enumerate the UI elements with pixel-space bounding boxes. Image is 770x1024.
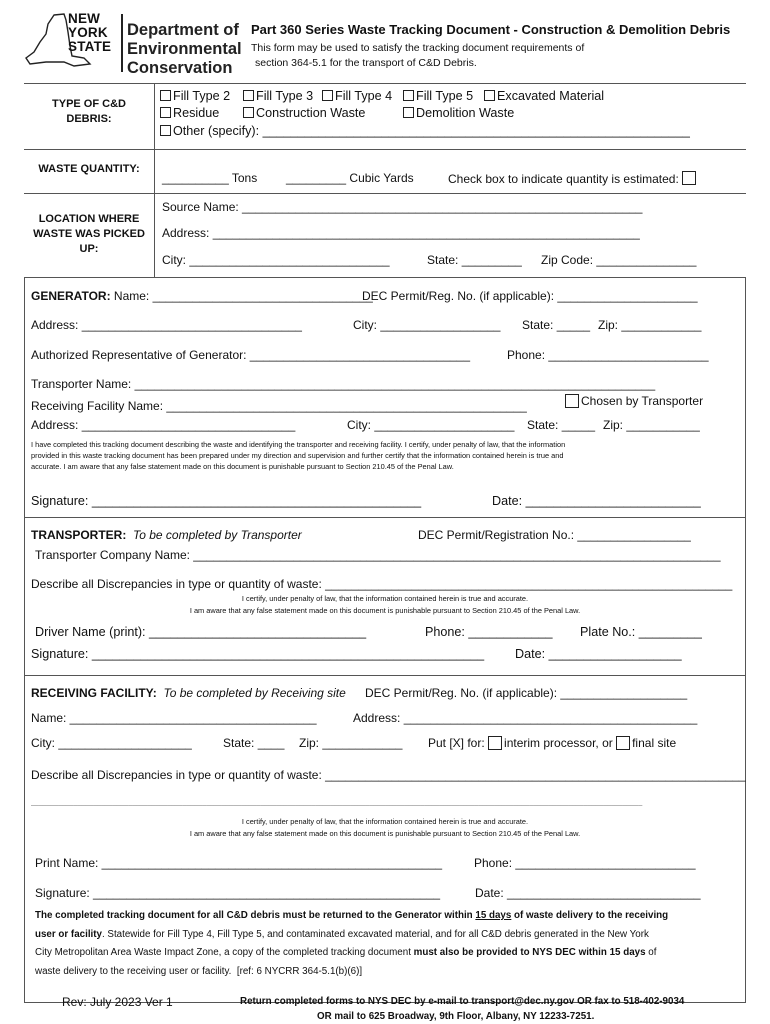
document-subtitle	[251, 41, 584, 71]
receiving-signature-field[interactable]: Signature: ____________________________________________________	[35, 886, 441, 900]
fill-type-2-option[interactable]	[160, 89, 230, 103]
discrepancies-continuation-line[interactable]: _____________________________________________________________________________________________________________________________________________________________	[31, 799, 643, 806]
nys-logo	[24, 12, 120, 74]
notice-line	[35, 907, 668, 926]
checkbox-icon[interactable]	[243, 107, 254, 118]
facility-address-field[interactable]: Address: ____________________________________________	[353, 711, 698, 725]
subtitle-line: This form may be used to satisfy the tracking document requirements of	[251, 42, 585, 54]
cert-line: I have completed this tracking document describing the waste and identifying the transporter and receiving facility. I certify, under penalty of law, that the information	[31, 440, 566, 449]
option-label: Excavated Material	[497, 89, 605, 103]
receiving-heading-row	[31, 686, 346, 700]
transporter-heading: TRANSPORTER:	[31, 528, 127, 542]
transporter-permit-field[interactable]: DEC Permit/Registration No.: _________________	[418, 528, 691, 542]
option-label: Residue	[173, 106, 220, 120]
notice-text: user or facility	[35, 928, 102, 940]
checkbox-icon[interactable]	[160, 107, 171, 118]
checkbox-icon[interactable]	[160, 90, 171, 101]
header-divider	[121, 14, 123, 72]
return-instructions-line: Return completed forms to NYS DEC by e-mail to transport@dec.ny.gov OR fax to 518-402-9034	[240, 996, 685, 1007]
receiving-facility-name-field[interactable]: Receiving Facility Name: ______________________________________________________	[31, 399, 527, 413]
notice-text: The completed tracking document for all C&D debris must be returned to the Generator within	[35, 910, 476, 921]
department-name	[127, 21, 242, 78]
transporter-cert-line: I am aware that any false statement made on this document is punishable pursuant to Section 210.45 of the Penal Law.	[189, 606, 581, 615]
option-label: Fill Type 4	[335, 89, 393, 103]
location-label-line: UP:	[79, 243, 99, 255]
receiving-print-name-field[interactable]: Print Name: ___________________________________________________	[35, 856, 443, 870]
other-specify-field[interactable]: Other (specify): _____________________________________________________________	[173, 124, 690, 138]
notice-text: waste delivery to the receiving user or facility.	[35, 965, 232, 977]
fill-type-4-option[interactable]	[322, 89, 392, 103]
authorized-rep-field[interactable]: Authorized Representative of Generator: _________________________________	[31, 348, 471, 362]
table-row-border	[24, 277, 746, 278]
checkbox-icon[interactable]	[322, 90, 333, 101]
source-name-field[interactable]: Source Name: ____________________________________________________________	[162, 200, 643, 214]
option-label: Fill Type 3	[256, 89, 314, 103]
estimated-label	[448, 171, 698, 186]
notice-line	[35, 963, 668, 982]
fill-type-5-option[interactable]	[403, 89, 473, 103]
option-label: Construction Waste	[256, 106, 366, 120]
facility-state-field[interactable]: State: ____	[223, 736, 285, 750]
revision-label: Rev: July 2023 Ver 1	[62, 995, 173, 1009]
driver-phone-field[interactable]: Phone: ____________	[425, 625, 553, 639]
generator-signature-field[interactable]: Signature: _______________________________________________	[31, 494, 422, 508]
receiving-address-field[interactable]: Address: ________________________________	[31, 418, 296, 432]
receiving-subheading: To be completed by Receiving site	[163, 686, 346, 700]
table-row-border	[24, 149, 746, 150]
generator-name-field[interactable]: Name: _________________________________	[113, 289, 373, 303]
notice-text: 15 days	[475, 910, 512, 921]
right-border	[745, 277, 746, 1002]
logo-line: YORK	[68, 25, 108, 40]
delivery-notice	[35, 907, 668, 981]
construction-waste-option[interactable]	[243, 106, 365, 120]
section-border	[24, 517, 746, 518]
interim-processor-label: interim processor, or	[504, 736, 613, 750]
notice-reference: [ref: 6 NYCRR 364-5.1(b)(6)]	[236, 965, 363, 977]
fill-type-3-option[interactable]	[243, 89, 313, 103]
cert-line: provided in this waste tracking document has been prepared under my direction and supervision and further certify that the information contained herein is true and	[31, 451, 564, 460]
table-row-border	[24, 193, 746, 194]
dept-line: Environmental	[127, 40, 242, 58]
transporter-heading-row	[31, 528, 302, 542]
table-top-border	[24, 83, 746, 84]
section-border	[24, 675, 746, 676]
cert-line: accurate. I am aware that any false statement made on this document is punishable pursuant to Section 210.45 of the Penal Law.	[31, 462, 454, 471]
dept-line: Conservation	[127, 59, 233, 77]
notice-text: City Metropolitan Area Waste Impact Zone, a copy of the completed tracking document	[35, 947, 414, 958]
receiving-phone-field[interactable]: Phone: ___________________________	[474, 856, 696, 870]
pickup-location-label	[24, 212, 154, 257]
final-site-label: final site	[632, 736, 677, 750]
receiving-cert-line: I certify, under penalty of law, that the information contained herein is true and accurate.	[241, 817, 529, 826]
estimated-text: Check box to indicate quantity is estimated:	[448, 172, 679, 186]
generator-heading: GENERATOR:	[31, 289, 111, 303]
debris-type-label	[24, 98, 154, 125]
checkbox-icon[interactable]	[160, 125, 171, 136]
transporter-name-field[interactable]: Transporter Name: ______________________________________________________________________________	[31, 377, 656, 391]
option-label: Chosen by Transporter	[581, 394, 704, 408]
document-title: Part 360 Series Waste Tracking Document - Construction & Demolition Debris	[251, 22, 731, 37]
cubic-yards-field[interactable]: _________ Cubic Yards	[286, 171, 414, 185]
generator-state-field[interactable]: State: _____	[522, 318, 591, 332]
generator-city-field[interactable]: City: __________________	[353, 318, 501, 332]
receiving-cert-line: I am aware that any false statement made on this document is punishable pursuant to Section 210.45 of the Penal Law.	[189, 829, 581, 838]
debris-label-line: DEBRIS:	[66, 113, 112, 125]
checkbox-icon[interactable]	[243, 90, 254, 101]
location-label-line: WASTE WAS PICKED	[33, 228, 145, 240]
facility-type-row	[428, 736, 676, 750]
generator-permit-field[interactable]: DEC Permit/Reg. No. (if applicable): _____________________	[362, 289, 698, 303]
waste-quantity-label: WASTE QUANTITY:	[38, 163, 140, 175]
transporter-date-field[interactable]: Date: ___________________	[515, 647, 682, 661]
notice-line	[35, 944, 668, 963]
pickup-zip-field[interactable]: Zip Code: _______________	[541, 253, 697, 267]
checkbox-icon[interactable]	[403, 90, 414, 101]
pickup-state-field[interactable]: State: _________	[427, 253, 522, 267]
other-option[interactable]	[160, 124, 690, 138]
driver-name-field[interactable]: Driver Name (print): _______________________________	[35, 625, 367, 639]
transporter-signature-field[interactable]: Signature: ________________________________________________________	[31, 647, 485, 661]
notice-line	[35, 926, 668, 945]
transporter-discrepancies-field[interactable]: Describe all Discrepancies in type or quantity of waste: _____________________________________________________________	[31, 577, 733, 591]
option-label: Demolition Waste	[416, 106, 515, 120]
receiving-heading: RECEIVING FACILITY:	[31, 686, 157, 700]
checkbox-icon[interactable]	[403, 107, 414, 118]
location-label-line: LOCATION WHERE	[38, 213, 140, 225]
generator-date-field[interactable]: Date: _________________________	[492, 494, 701, 508]
generator-phone-field[interactable]: Phone: ________________________	[507, 348, 709, 362]
checkbox-icon[interactable]	[484, 90, 495, 101]
residue-option[interactable]	[160, 106, 219, 120]
notice-text: . Statewide for Fill Type 4, Fill Type 5, and contaminated excavated material, and for all C&D debris generated in the New York	[101, 928, 649, 940]
logo-line: STATE	[68, 39, 112, 54]
pickup-address-field[interactable]: Address: ________________________________________________________________	[162, 226, 640, 240]
plate-number-field[interactable]: Plate No.: _________	[580, 625, 702, 639]
transporter-cert-line: I certify, under penalty of law, that the information contained herein is true and accurate.	[241, 594, 529, 603]
facility-name-field[interactable]: Name: _____________________________________	[31, 711, 317, 725]
option-label: Fill Type 2	[173, 89, 231, 103]
facility-city-field[interactable]: City: ____________________	[31, 736, 192, 750]
option-label: Fill Type 5	[416, 89, 474, 103]
chosen-by-transporter-option[interactable]	[565, 394, 703, 408]
subtitle-line: section 364-5.1 for the transport of C&D Debris.	[255, 57, 477, 69]
generator-zip-field[interactable]: Zip: ____________	[598, 318, 702, 332]
receiving-city-field[interactable]: City: _____________________	[347, 418, 515, 432]
notice-text: must also be provided to NYS DEC within 15 days	[413, 947, 646, 958]
notice-text: of waste delivery to the receiving	[511, 910, 669, 921]
demolition-waste-option[interactable]	[403, 106, 514, 120]
checkbox-icon[interactable]	[565, 394, 579, 408]
receiving-date-field[interactable]: Date: _____________________________	[475, 886, 701, 900]
generator-address-field[interactable]: Address: _________________________________	[31, 318, 302, 332]
receiving-permit-field[interactable]: DEC Permit/Reg. No. (if applicable): ___________________	[365, 686, 688, 700]
debris-label-line: TYPE OF C&D	[52, 98, 126, 110]
final-site-checkbox[interactable]	[616, 736, 630, 750]
transporter-company-field[interactable]: Transporter Company Name: _______________________________________________________________________________	[35, 548, 721, 562]
generator-name-row	[31, 289, 373, 303]
estimated-checkbox[interactable]	[682, 171, 696, 185]
transporter-subheading: To be completed by Transporter	[133, 528, 302, 542]
receiving-state-field[interactable]: State: _____	[527, 418, 596, 432]
dept-line: Department of	[127, 21, 239, 39]
interim-processor-checkbox[interactable]	[488, 736, 502, 750]
return-instructions-line: OR mail to 625 Broadway, 9th Floor, Albany, NY 12233-7251.	[317, 1011, 595, 1022]
logo-line: NEW	[68, 11, 101, 26]
put-x-label: Put [X] for:	[428, 736, 485, 750]
excavated-material-option[interactable]	[484, 89, 604, 103]
table-column-border	[154, 83, 155, 277]
pickup-city-field[interactable]: City: ______________________________	[162, 253, 390, 267]
generator-certification	[31, 439, 565, 472]
facility-zip-field[interactable]: Zip: ____________	[299, 736, 403, 750]
receiving-discrepancies-field[interactable]: Describe all Discrepancies in type or quantity of waste: _______________________________________________________________	[31, 768, 746, 782]
receiving-zip-field[interactable]: Zip: ___________	[603, 418, 700, 432]
notice-text: of	[645, 947, 657, 958]
left-border	[24, 277, 25, 1002]
tons-field[interactable]: __________ Tons	[162, 171, 258, 185]
